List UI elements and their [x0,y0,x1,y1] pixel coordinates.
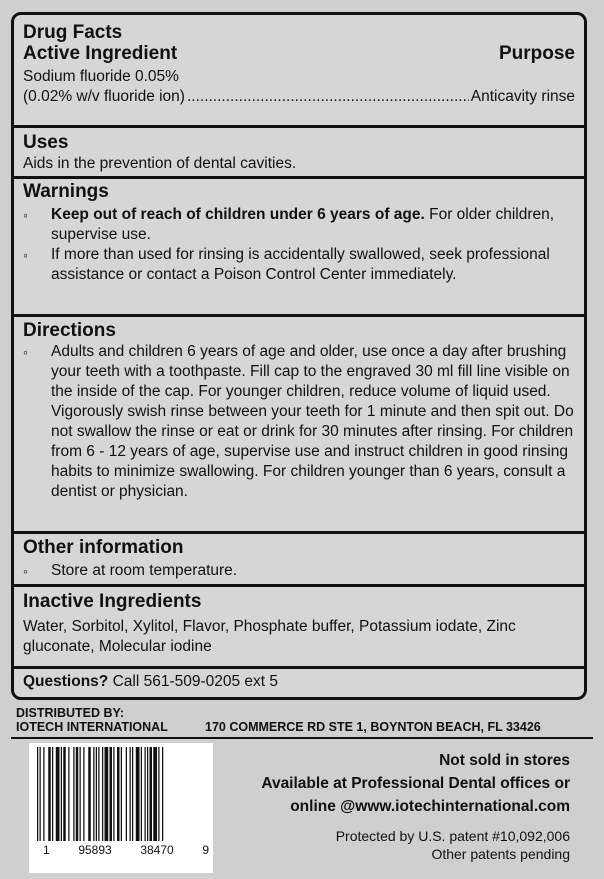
available-text: Available at Professional Dental offices or [261,775,570,792]
ingredient-line-1: Sodium fluoride 0.05% [23,68,179,85]
warning-bold: Keep out of reach of children under 6 years of age. [51,206,425,223]
leader-dots [187,87,469,107]
directions-section [14,320,584,502]
ingredient-line-2: (0.02% w/v fluoride ion) [23,88,185,105]
inactive-heading: Inactive Ingredients [23,591,202,612]
drug-facts-title: Drug Facts [23,22,123,43]
section-divider [14,176,584,179]
inactive-text: Water, Sorbitol, Xylitol, Flavor, Phosphate buffer, Potassium iodate, Zinc gluconate, Molecular iodine [23,618,516,655]
warning-text: If more than used for rinsing is accidentally swallowed, seek professional assistance or contact a Poison Control Center immediately. [51,246,550,283]
patent-info [336,827,570,863]
footer-rule [11,737,593,739]
barcode-digit-group: 1 [43,843,50,857]
barcode-digits [43,843,209,857]
distributor [16,706,168,734]
purpose-heading: Purpose [498,43,575,64]
not-sold-text: Not sold in stores [439,752,570,769]
barcode-digit-group: 38470 [140,843,174,857]
warning-rest: For older children, supervise use. [51,206,555,243]
uses-text: Aids in the prevention of dental cavities. [23,155,297,172]
warnings-heading: Warnings [23,181,109,202]
warning-item [23,205,575,245]
other-info-heading: Other information [23,537,184,558]
active-ingredient-heading: Active Ingredient [23,43,178,64]
section-divider [14,314,584,317]
bullet-icon: ◦ [23,344,28,360]
section-divider [14,666,584,669]
other-info-section [14,537,584,581]
section-divider [14,531,584,534]
barcode-digit-group: 9 [202,843,209,857]
barcode-digit-group: 95893 [78,843,112,857]
uses-section [14,132,584,174]
drug-facts-panel [11,12,587,700]
directions-heading: Directions [23,320,116,341]
warnings-section [14,181,584,285]
company-address: 170 COMMERCE RD STE 1, BOYNTON BEACH, FL 33426 [205,720,541,734]
company-name: IOTECH INTERNATIONAL [16,720,168,734]
patent-pending-text: Other patents pending [431,846,570,862]
barcode [29,743,213,873]
other-info-item [23,561,575,581]
inactive-section [14,591,584,657]
directions-item [23,342,575,502]
availability-notice [261,749,570,818]
questions-section [14,672,584,692]
other-info-text: Store at room temperature. [51,562,238,579]
distributed-by-label: DISTRIBUTED BY: [16,706,125,720]
purpose-value: Anticavity rinse [470,88,575,105]
online-text: online @www.iotechinternational.com [290,798,570,815]
bullet-icon: ◦ [23,247,28,263]
uses-heading: Uses [23,132,69,153]
barcode-bars [37,747,205,841]
questions-label: Questions? [23,673,109,690]
section-divider [14,125,584,128]
ingredient-purpose-row [23,87,575,107]
warning-item [23,245,575,285]
bullet-icon: ◦ [23,563,28,579]
bullet-icon: ◦ [23,207,28,223]
directions-text: Adults and children 6 years of age and older, use once a day after brushing your teeth with a toothpaste. Fill cap to the engraved 30 ml fill line visible on the inside of the cap. For younger children, reduce volume of liquid used. Vigorously swish rinse between your teeth for 1 minute and then spit out. Do not swallow the rinse or eat or drink for 30 minutes after rinsing. For children from 6 - 12 years of age, supervise use and instruct children in good rinsing habits to minimize swallowing. For children younger than 6 years, consult a dentist or physician. [51,343,574,500]
patent-text: Protected by U.S. patent #10,092,006 [335,828,570,844]
section-divider [14,584,584,587]
questions-text: Call 561-509-0205 ext 5 [108,673,279,690]
active-ingredient-section [14,22,584,107]
